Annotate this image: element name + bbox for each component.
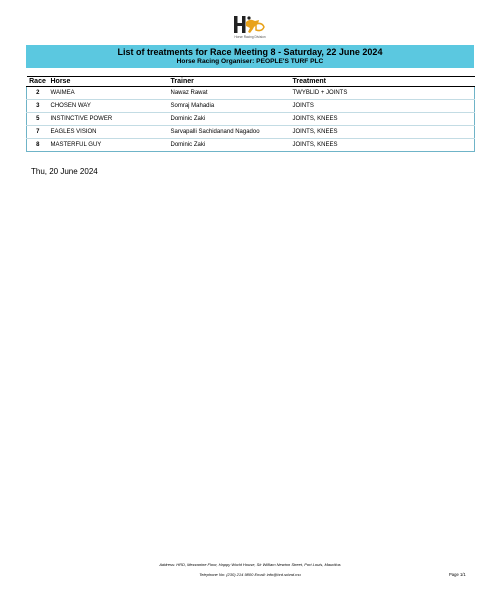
column-header-treatment: Treatment [291, 77, 475, 87]
treatment: JOINTS [292, 103, 314, 109]
table-row [27, 126, 475, 139]
table-header-row [27, 77, 475, 87]
horse-name: WAIMEA [50, 90, 75, 96]
table-row [27, 100, 475, 113]
race-number: 8 [36, 142, 40, 148]
trainer-name: Somraj Mahadia [170, 103, 215, 109]
horse-name: EAGLES VISION [50, 129, 97, 135]
horse-jockey-icon [228, 14, 272, 36]
table-row [27, 139, 475, 152]
treatments-table-container [26, 76, 474, 152]
title-banner [26, 45, 474, 68]
table-row [27, 113, 475, 126]
treatment: JOINTS, KNEES [292, 116, 338, 122]
organiser-subtitle: Horse Racing Organiser: PEOPLE'S TURF PLC [176, 58, 324, 65]
footer-contact: Telephone No: (230) 214 9800 Email: info@hrd.srbnd.mu [199, 572, 301, 577]
trainer-name: Dominic Zaki [170, 116, 206, 122]
horse-name: MASTERFUL GUY [50, 142, 102, 148]
treatment: JOINTS, KNEES [292, 129, 338, 135]
treatment: TWYBLID + JOINTS [292, 90, 348, 96]
horse-name: CHOSEN WAY [50, 103, 91, 109]
trainer-name: Sarvapalli Sachidanand Nagadoo [170, 129, 260, 135]
hrd-logo [228, 14, 272, 48]
trainer-name: Dominic Zaki [170, 142, 206, 148]
race-number: 2 [36, 90, 40, 96]
column-header-horse: Horse [49, 77, 169, 87]
page-number: Page 1/1 [449, 572, 466, 577]
page-title: List of treatments for Race Meeting 8 - Saturday, 22 June 2024 [117, 47, 383, 57]
column-header-race: Race [27, 77, 49, 87]
treatment: JOINTS, KNEES [292, 142, 338, 148]
race-number: 5 [36, 116, 40, 122]
treatments-table [26, 76, 475, 152]
race-number: 3 [36, 103, 40, 109]
table-row [27, 87, 475, 100]
horse-name: INSTINCTIVE POWER [50, 116, 113, 122]
print-date: Thu, 20 June 2024 [31, 167, 98, 176]
logo-caption: Horse Racing Division [234, 35, 266, 39]
footer-address: Address: HRD, Mezzanine Floor, Happy World House, Sir William Newton Street, Port Louis, Mauritius [159, 562, 341, 567]
trainer-name: Nawaz Rawat [170, 90, 208, 96]
column-header-trainer: Trainer [169, 77, 291, 87]
race-number: 7 [36, 129, 40, 135]
